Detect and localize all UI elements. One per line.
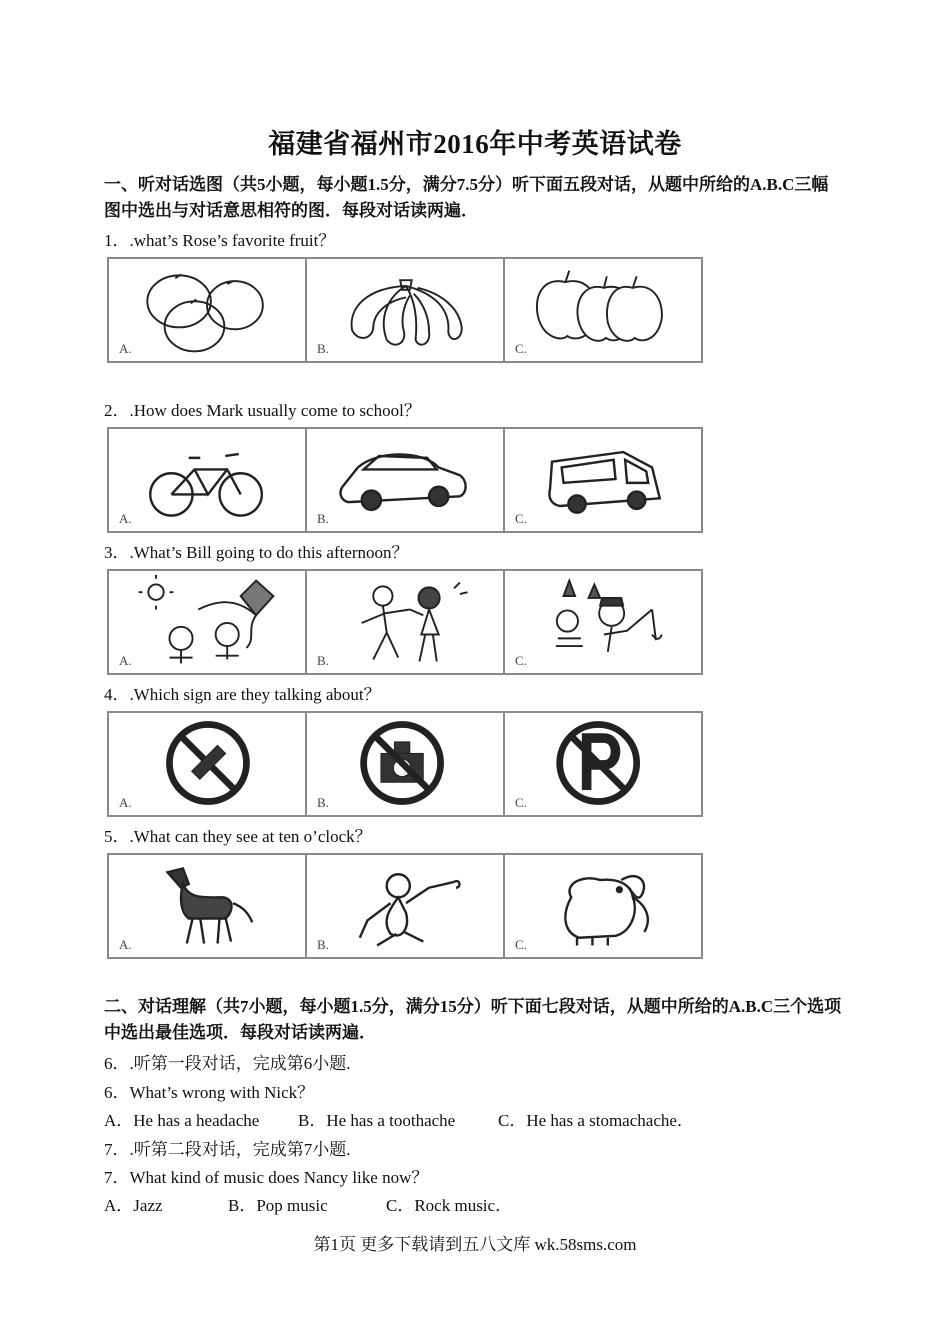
question-6-option-b[interactable]: B．He has a toothache xyxy=(298,1111,456,1130)
option-a-label: A. xyxy=(119,341,132,356)
question-6-option-c[interactable]: C．He has a stomachache． xyxy=(498,1111,694,1130)
question-2-pictures xyxy=(107,427,703,533)
option-c-label: C. xyxy=(515,511,527,526)
question-5-text: 5．.What can they see at ten o’clock？ xyxy=(104,827,372,846)
question-4-option-a[interactable] xyxy=(109,713,307,815)
question-1-text: 1．.what’s Rose’s favorite fruit？ xyxy=(104,231,336,250)
page-title: 福建省福州市2016年中考英语试卷 xyxy=(268,129,682,159)
option-b-label: B. xyxy=(317,653,329,668)
question-4-option-c[interactable] xyxy=(505,713,701,815)
option-a-label: A. xyxy=(119,653,132,668)
question-3-text: 3．.What’s Bill going to do this afternoon？ xyxy=(104,543,409,562)
question-3-option-b[interactable] xyxy=(307,571,505,673)
option-b-label: B. xyxy=(317,341,329,356)
question-7-intro: 7．.听第二段对话，完成第7小题. xyxy=(104,1140,351,1159)
option-a-label: A. xyxy=(119,795,132,810)
question-7-option-a[interactable]: A．Jazz xyxy=(104,1196,163,1215)
option-a-label: A. xyxy=(119,937,132,952)
page-footer: 第1页 更多下载请到五八文库 wk.58sms.com xyxy=(313,1235,637,1254)
bicycle-icon xyxy=(109,429,305,531)
question-2-option-b[interactable] xyxy=(307,429,505,531)
question-5-pictures xyxy=(107,853,703,959)
question-2-option-c[interactable] xyxy=(505,429,701,531)
bananas-icon xyxy=(307,259,503,361)
question-7-option-c[interactable]: C．Rock music． xyxy=(386,1196,513,1215)
question-5-option-c[interactable] xyxy=(505,855,701,957)
question-3-pictures xyxy=(107,569,703,675)
section-1-heading: 一、听对话选图（共5小题，每小题1.5分，满分7.5分）听下面五段对话，从题中所给的A.B.C三幅图中选出与对话意思相符的图．每段对话读两遍． xyxy=(104,175,829,220)
question-2-text: 2．.How does Mark usually come to school？ xyxy=(104,401,421,420)
question-4-pictures xyxy=(107,711,703,817)
option-c-label: C. xyxy=(515,341,527,356)
section-2-heading: 二、对话理解（共7小题，每小题1.5分，满分15分）听下面七段对话，从题中所给的A.B.C三个选项中选出最佳选项．每段对话读两遍． xyxy=(104,997,842,1042)
bus-icon xyxy=(505,429,701,531)
question-4-option-b[interactable] xyxy=(307,713,505,815)
question-1-option-b[interactable] xyxy=(307,259,505,361)
option-b-label: B. xyxy=(317,511,329,526)
car-icon xyxy=(307,429,503,531)
oranges-icon xyxy=(109,259,305,361)
option-c-label: C. xyxy=(515,795,527,810)
question-3-option-c[interactable] xyxy=(505,571,701,673)
fishing-icon xyxy=(505,571,701,673)
question-6-intro: 6．.听第一段对话，完成第6小题. xyxy=(104,1054,351,1073)
apples-icon xyxy=(505,259,701,361)
question-1-pictures xyxy=(107,257,703,363)
no-photos-icon xyxy=(307,713,503,815)
kite-icon xyxy=(109,571,305,673)
question-7-text: 7．What kind of music does Nancy like now？ xyxy=(104,1168,429,1187)
question-1-option-c[interactable] xyxy=(505,259,701,361)
question-6-text: 6．What’s wrong with Nick？ xyxy=(104,1083,315,1102)
option-c-label: C. xyxy=(515,937,527,952)
question-6-option-a[interactable]: A．He has a headache xyxy=(104,1111,260,1130)
question-4-text: 4．.Which sign are they talking about？ xyxy=(104,685,381,704)
dancing-icon xyxy=(307,571,503,673)
option-a-label: A. xyxy=(119,511,132,526)
option-c-label: C. xyxy=(515,653,527,668)
option-b-label: B. xyxy=(317,937,329,952)
question-5-option-b[interactable] xyxy=(307,855,505,957)
question-1-option-a[interactable] xyxy=(109,259,307,361)
option-b-label: B. xyxy=(317,795,329,810)
no-parking-icon xyxy=(505,713,701,815)
question-5-option-a[interactable] xyxy=(109,855,307,957)
question-7-option-b[interactable]: B．Pop music xyxy=(228,1196,328,1215)
horse-icon xyxy=(109,855,305,957)
question-2-option-a[interactable] xyxy=(109,429,307,531)
no-smoking-icon xyxy=(109,713,305,815)
question-3-option-a[interactable] xyxy=(109,571,307,673)
elephant-icon xyxy=(505,855,701,957)
monkey-icon xyxy=(307,855,503,957)
